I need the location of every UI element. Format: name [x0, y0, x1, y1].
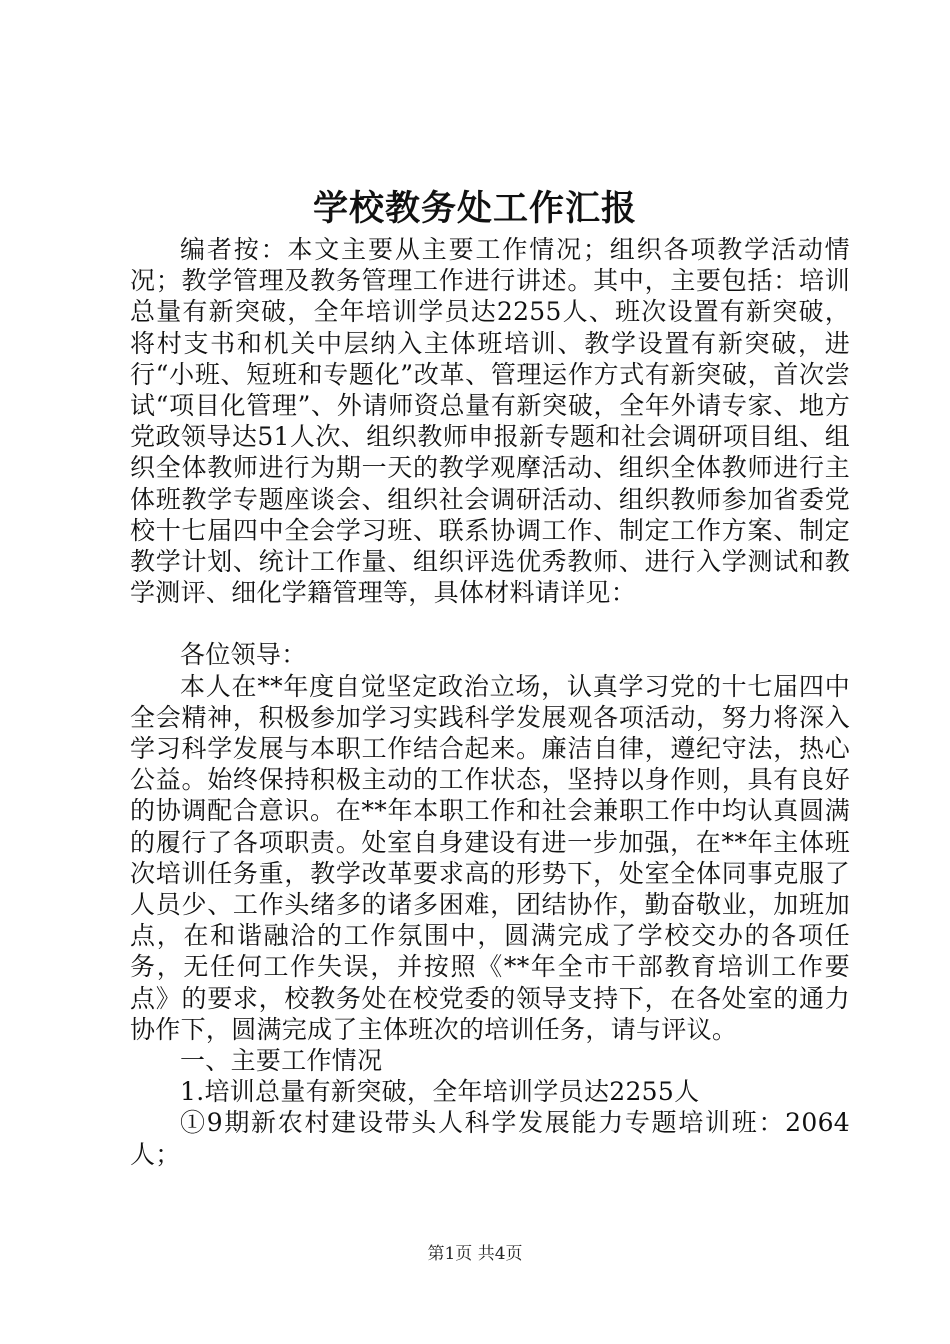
document-body	[130, 234, 850, 1170]
paragraph-gap	[130, 608, 850, 639]
list-item: ①9期新农村建设带头人科学发展能力专题培训班：2064人；	[130, 1108, 850, 1169]
editor-note-paragraph: 编者按：本文主要从主要工作情况；组织各项教学活动情况；教学管理及教务管理工作进行讲述。其中，主要包括：培训总量有新突破，全年培训学员达2255人、班次设置有新突破，将村支书和机关中层纳入主体班培训、教学设置有新突破，进行“小班、短班和专题化”改革、管理运作方式有新突破，首次尝试“项目化管理”、外请师资总量有新突破，全年外请专家、地方党政领导达51人次、组织教师申报新专题和社会调研项目组、组织全体教师进行为期一天的教学观摩活动、组织全体教师进行主体班教学专题座谈会、组织社会调研活动、组织教师参加省委党校十七届四中全会学习班、联系协调工作、制定工作方案、制定教学计划、统计工作量、组织评选优秀教师、进行入学测试和教学测评、细化学籍管理等，具体材料请详见：	[130, 235, 850, 608]
document-title: 学校教务处工作汇报	[312, 188, 637, 229]
salutation-paragraph: 各位领导：	[180, 640, 307, 670]
subsection-heading: 1.培训总量有新突破，全年培训学员达2255人	[180, 1077, 700, 1107]
section-heading: 一、主要工作情况	[180, 1046, 383, 1076]
introduction-paragraph: 本人在**年度自觉坚定政治立场，认真学习党的十七届四中全会精神，积极参加学习实践科学发展观各项活动，努力将深入学习科学发展与本职工作结合起来。廉洁自律，遵纪守法，热心公益。始终保持积极主动的工作状态，坚持以身作则，具有良好的协调配合意识。在**年本职工作和社会兼职工作中均认真圆满的履行了各项职责。处室自身建设有进一步加强，在**年主体班次培训任务重，教学改革要求高的形势下，处室全体同事克服了人员少、工作头绪多的诸多困难，团结协作，勤奋敬业，加班加点，在和谐融洽的工作氛围中，圆满完成了学校交办的各项任务，无任何工作失误，并按照《**年全市干部教育培训工作要点》的要求，校教务处在校党委的领导支持下，在各处室的通力协作下，圆满完成了主体班次的培训任务，请与评议。	[130, 671, 850, 1044]
page-footer: 第1页 共4页	[427, 1244, 523, 1264]
